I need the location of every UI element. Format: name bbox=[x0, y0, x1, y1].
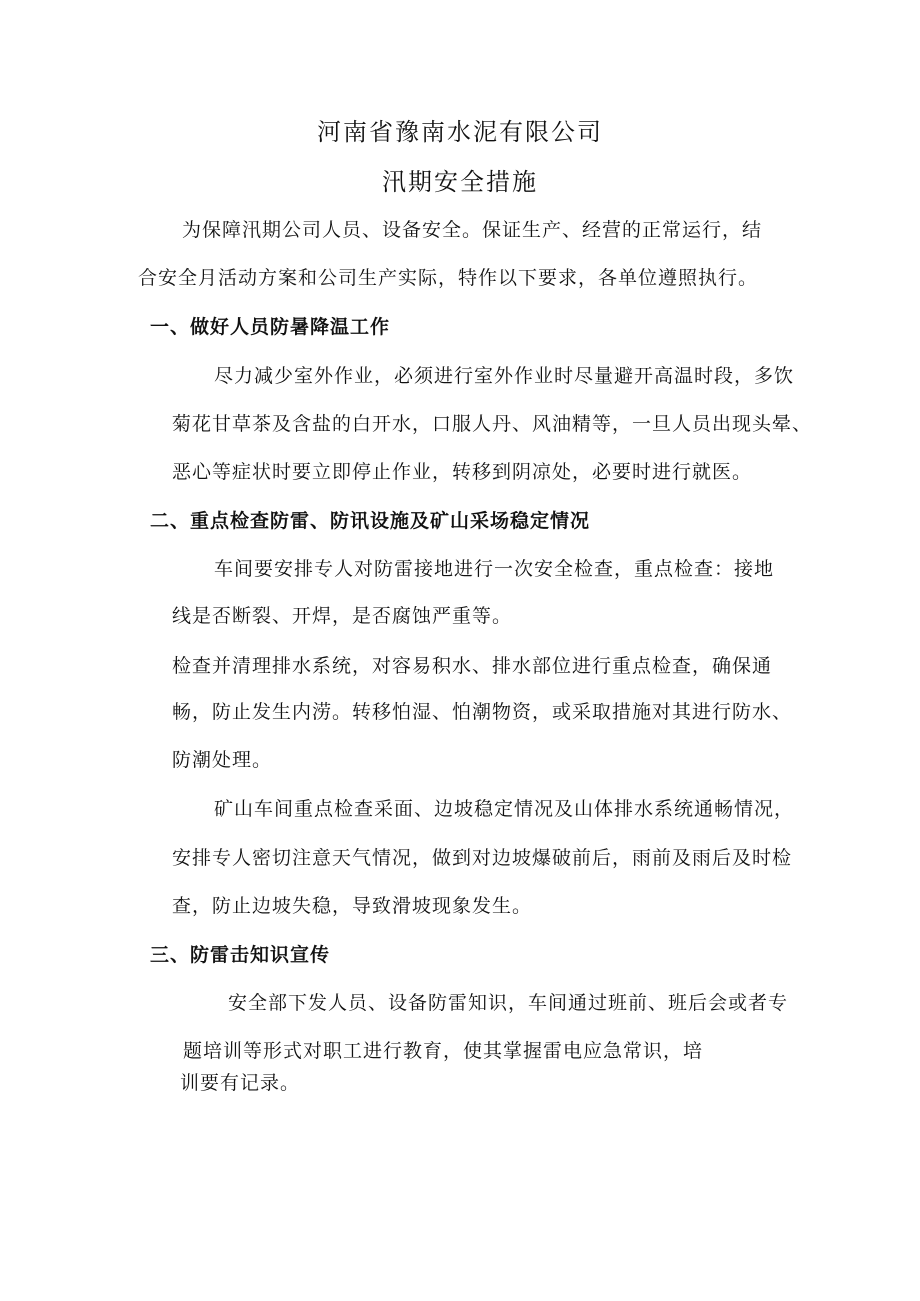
section-2-line-1: 车间要安排专人对防雷接地进行一次安全检查，重点检查：接地 bbox=[214, 558, 775, 580]
company-title: 河南省豫南水泥有限公司 bbox=[317, 118, 603, 146]
section-2-line-5: 防潮处理。 bbox=[172, 749, 273, 771]
intro-line-1: 为保障汛期公司人员、设备安全。保证生产、经营的正常运行，结 bbox=[182, 219, 763, 241]
intro-line-2: 合安全月活动方案和公司生产实际，特作以下要求，各单位遵照执行。 bbox=[138, 267, 759, 289]
section-2-line-2: 线是否断裂、开焊，是否腐蚀严重等。 bbox=[172, 605, 513, 627]
section-2-line-4: 畅，防止发生内涝。转移怕湿、怕潮物资，或采取措施对其进行防水、 bbox=[172, 701, 793, 723]
section-3-line-2: 题培训等形式对职工进行教育，使其掌握雷电应急常识，培 bbox=[183, 1040, 704, 1062]
section-2-line-8: 查，防止边坡失稳，导致滑坡现象发生。 bbox=[172, 895, 533, 917]
document-title: 汛期安全措施 bbox=[382, 168, 538, 196]
section-3-line-3: 训要有记录。 bbox=[180, 1072, 301, 1094]
section-2-line-3: 检查并清理排水系统，对容易积水、排水部位进行重点检查，确保通 bbox=[172, 655, 773, 677]
section-1-heading: 一、做好人员防暑降温工作 bbox=[150, 316, 391, 338]
section-3-line-1: 安全部下发人员、设备防雷知识，车间通过班前、班后会或者专 bbox=[228, 992, 789, 1014]
section-1-line-1: 尽力减少室外作业，必须进行室外作业时尽量避开高温时段，多饮 bbox=[214, 365, 795, 387]
section-1-line-3: 恶心等症状时要立即停止作业，转移到阴凉处，必要时进行就医。 bbox=[172, 461, 753, 483]
section-1-line-2: 菊花甘草茶及含盐的白开水，口服人丹、风油精等，一旦人员出现头晕、 bbox=[172, 413, 813, 435]
section-2-heading: 二、重点检查防雷、防讯设施及矿山采场稳定情况 bbox=[150, 510, 591, 532]
section-2-line-7: 安排专人密切注意天气情况，做到对边坡爆破前后，雨前及雨后及时检 bbox=[172, 847, 793, 869]
section-2-line-6: 矿山车间重点检查采面、边坡稳定情况及山体排水系统通畅情况， bbox=[214, 798, 795, 820]
section-3-heading: 三、防雷击知识宣传 bbox=[150, 944, 331, 966]
